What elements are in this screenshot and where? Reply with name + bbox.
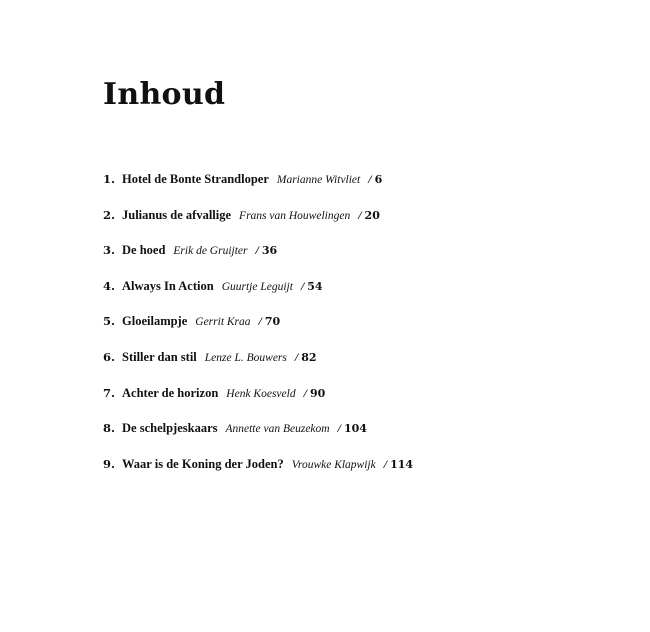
author-name: Erik de Gruijter bbox=[173, 245, 248, 258]
page-number: 6 bbox=[374, 173, 383, 186]
story-title: Julianus de afvallige bbox=[122, 207, 232, 222]
story-title: De schelpjeskaars bbox=[122, 421, 218, 436]
story-title: Gloeilampje bbox=[122, 314, 188, 329]
toc-entry bbox=[103, 208, 413, 244]
page-number: 82 bbox=[301, 350, 317, 364]
author-name: Lenze L. Bouwers bbox=[204, 351, 287, 364]
page-number: 70 bbox=[264, 315, 281, 329]
page-separator: / bbox=[383, 456, 388, 471]
entry-number: 3. bbox=[103, 243, 116, 258]
entry-number: 9. bbox=[103, 456, 116, 471]
page-separator: / bbox=[294, 349, 299, 364]
entry-number: 2. bbox=[103, 207, 116, 222]
page-number: 90 bbox=[309, 386, 326, 400]
page-number: 36 bbox=[261, 244, 278, 258]
page-separator: / bbox=[255, 243, 259, 258]
entry-number: 5. bbox=[103, 314, 116, 329]
toc-entry bbox=[103, 386, 413, 422]
entry-number: 7. bbox=[103, 385, 116, 400]
author-name: Gerrit Kraa bbox=[195, 316, 251, 329]
toc-entry bbox=[103, 314, 413, 350]
story-title: Stiller dan stil bbox=[122, 349, 197, 364]
page-separator: / bbox=[368, 172, 372, 186]
page-separator: / bbox=[303, 385, 307, 400]
page-title: Inhoud bbox=[103, 77, 226, 112]
toc-entry bbox=[103, 172, 413, 208]
toc-entry bbox=[103, 457, 413, 493]
story-title: De hoed bbox=[122, 243, 166, 258]
story-title: Achter de horizon bbox=[122, 385, 219, 400]
page-separator: / bbox=[337, 421, 341, 436]
entry-number: 8. bbox=[103, 421, 116, 436]
entry-number: 6. bbox=[103, 349, 116, 364]
toc-entry bbox=[103, 350, 413, 386]
page-separator: / bbox=[300, 278, 305, 293]
author-name: Annette van Beuzekom bbox=[225, 423, 330, 436]
author-name: Frans van Houwelingen bbox=[239, 209, 351, 222]
toc-entry bbox=[103, 243, 413, 279]
page-number: 114 bbox=[390, 457, 414, 471]
entry-number: 4. bbox=[103, 278, 116, 293]
page-number: 20 bbox=[364, 208, 380, 222]
page-separator: / bbox=[358, 207, 362, 222]
toc-entry bbox=[103, 279, 413, 315]
page-number: 54 bbox=[307, 279, 323, 293]
story-title: Hotel de Bonte Strandloper bbox=[122, 172, 269, 186]
story-title: Waar is de Koning der Joden? bbox=[122, 456, 284, 471]
entry-number: 1. bbox=[103, 172, 116, 186]
author-name: Marianne Witvliet bbox=[276, 174, 361, 186]
table-of-contents bbox=[103, 172, 413, 492]
author-name: Henk Koesveld bbox=[226, 387, 296, 400]
author-name: Vrouwke Klapwijk bbox=[291, 458, 376, 471]
page-separator: / bbox=[258, 314, 262, 329]
author-name: Guurtje Leguijt bbox=[221, 280, 293, 293]
page-number: 104 bbox=[343, 422, 367, 436]
toc-entry bbox=[103, 421, 413, 457]
story-title: Always In Action bbox=[122, 278, 214, 293]
